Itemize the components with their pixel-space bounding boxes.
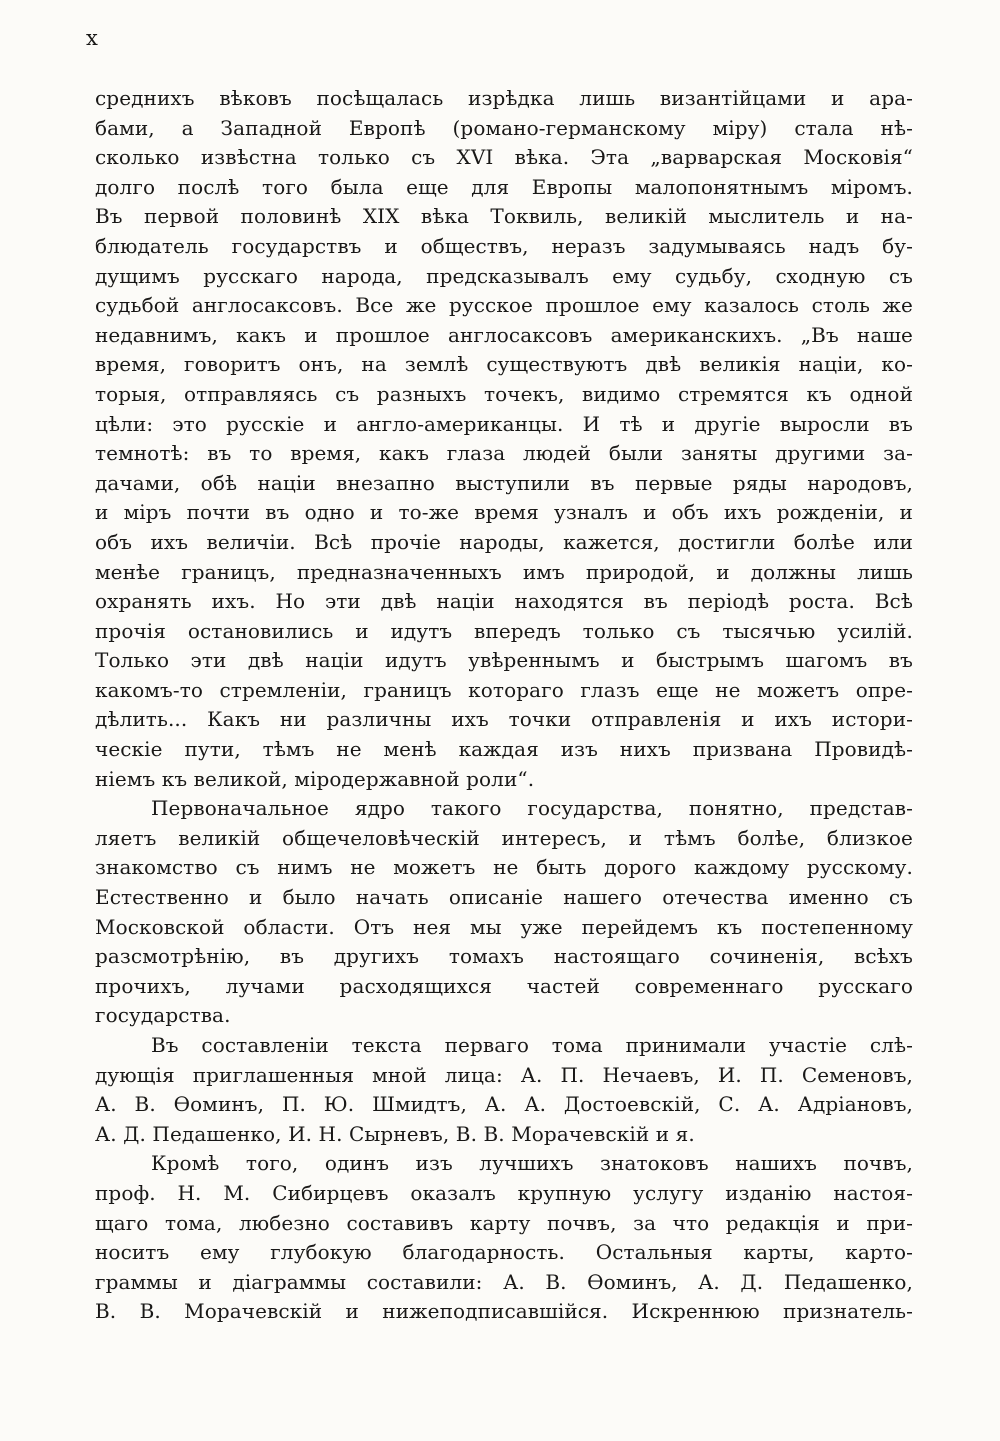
text-line: дачами, обѣ націи внезапно выступили въ первые ряды народовъ, bbox=[95, 470, 913, 495]
text-line: среднихъ вѣковъ посѣщалась изрѣдка лишь византійцами и ара- bbox=[95, 86, 913, 110]
paragraph bbox=[95, 1149, 913, 1327]
text-line: щаго тома, любезно составивъ карту почвъ, за что редакція и при- bbox=[95, 1210, 913, 1235]
text-block bbox=[95, 84, 913, 1327]
text-line: сколько извѣстна только съ XVI вѣка. Эта „варварская Московія“ bbox=[95, 145, 913, 170]
text-line: какомъ-то стремленіи, границъ котораго глазъ еще не можетъ опре- bbox=[95, 677, 913, 702]
text-line: государства. bbox=[95, 1003, 231, 1028]
text-line: цѣли: это русскіе и англо-американцы. И тѣ и другіе выросли въ bbox=[95, 411, 913, 436]
text-line: судьбой англосаксовъ. Все же русское прошлое ему казалось столь же bbox=[95, 293, 913, 318]
text-line: Кромѣ того, одинъ изъ лучшихъ знатоковъ нашихъ почвъ, bbox=[151, 1151, 913, 1176]
text-line: разсмотрѣнію, въ другихъ томахъ настоящаго сочиненія, всѣхъ bbox=[95, 944, 913, 969]
text-line: ляетъ великій общечеловѣческій интересъ, и тѣмъ болѣе, близкое bbox=[95, 825, 913, 850]
text-line: дующія приглашенныя мной лица: А. П. Нечаевъ, И. П. Семеновъ, bbox=[95, 1062, 913, 1087]
text-line: торыя, отправляясь съ разныхъ точекъ, видимо стремятся къ одной bbox=[95, 381, 913, 406]
text-line: проф. Н. М. Сибирцевъ оказалъ крупную услугу изданію настоя- bbox=[95, 1180, 913, 1205]
text-line: охранять ихъ. Но эти двѣ націи находятся въ періодѣ роста. Всѣ bbox=[95, 589, 913, 614]
text-line: носитъ ему глубокую благодарность. Остальныя карты, карто- bbox=[95, 1240, 913, 1265]
text-line: время, говоритъ онъ, на землѣ существуютъ двѣ великія націи, ко- bbox=[95, 352, 913, 377]
text-line: долго послѣ того была еще для Европы малопонятнымъ міромъ. bbox=[95, 174, 913, 199]
text-line: прочія остановились и идутъ впередъ только съ тысячью усилій. bbox=[95, 618, 913, 643]
text-line: и міръ почти въ одно и то-же время узналъ и объ ихъ рожденіи, и bbox=[95, 500, 913, 525]
text-line: граммы и діаграммы составили: А. В. Ѳоминъ, А. Д. Педашенко, bbox=[95, 1269, 913, 1294]
text-line: ніемъ къ великой, міродержавной роли“. bbox=[95, 766, 535, 791]
text-line: А. В. Ѳоминъ, П. Ю. Шмидтъ, А. А. Достоевскій, С. А. Адріановъ, bbox=[95, 1092, 913, 1117]
paragraph-continuation bbox=[95, 84, 913, 794]
text-line: бами, а Западной Европѣ (романо-германскому міру) стала нѣ- bbox=[95, 115, 913, 140]
text-line: знакомство съ нимъ не можетъ не быть дорого каждому русскому. bbox=[95, 855, 913, 880]
text-line: дѣлить... Какъ ни различны ихъ точки отправленія и ихъ истори- bbox=[95, 707, 913, 732]
text-line: А. Д. Педашенко, И. Н. Сырневъ, В. В. Морачевскій и я. bbox=[95, 1121, 695, 1146]
text-line: ческіе пути, тѣмъ не менѣ каждая изъ нихъ призвана Провидѣ- bbox=[95, 737, 913, 762]
paragraph bbox=[95, 794, 913, 1031]
page-number: x bbox=[86, 26, 99, 50]
text-line: Только эти двѣ націи идутъ увѣреннымъ и быстрымъ шагомъ въ bbox=[95, 648, 913, 673]
text-line: Московской области. Отъ нея мы уже перейдемъ къ постепенному bbox=[95, 914, 913, 939]
text-line: объ ихъ величіи. Всѣ прочіе народы, кажется, достигли болѣе или bbox=[95, 529, 913, 554]
text-line: Въ первой половинѣ XIX вѣка Токвиль, великій мыслитель и на- bbox=[95, 204, 913, 229]
text-line: В. В. Морачевскій и нижеподписавшійся. Искреннюю признатель- bbox=[95, 1299, 913, 1324]
paragraph bbox=[95, 1031, 913, 1149]
text-line: менѣе границъ, предназначенныхъ имъ природой, и должны лишь bbox=[95, 559, 913, 584]
text-line: недавнимъ, какъ и прошлое англосаксовъ американскихъ. „Въ наше bbox=[95, 322, 913, 347]
text-line: темнотѣ: въ то время, какъ глаза людей были заняты другими за- bbox=[95, 441, 913, 466]
text-line: Въ составленіи текста перваго тома принимали участіе слѣ- bbox=[151, 1033, 913, 1057]
text-line: Естественно и было начать описаніе нашего отечества именно съ bbox=[95, 885, 913, 910]
text-line: блюдатель государствъ и обществъ, неразъ задумываясь надъ бу- bbox=[95, 233, 913, 258]
text-line: дущимъ русскаго народа, предсказывалъ ему судьбу, сходную съ bbox=[95, 263, 913, 288]
text-line: прочихъ, лучами расходящихся частей современнаго русскаго bbox=[95, 973, 913, 998]
text-line: Первоначальное ядро такого государства, понятно, представ- bbox=[151, 796, 913, 821]
